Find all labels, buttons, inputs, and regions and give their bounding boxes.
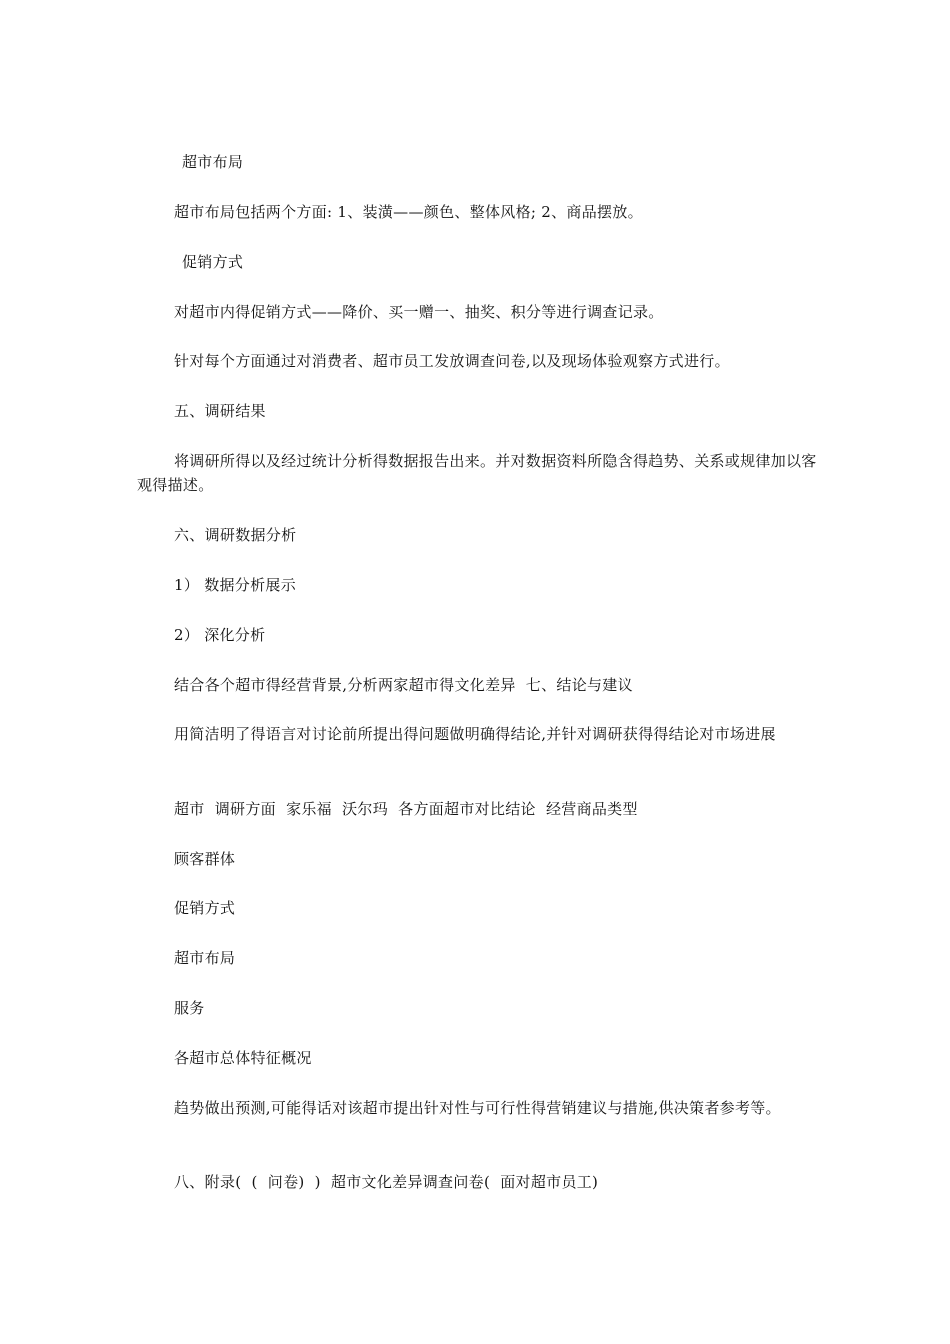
paragraph-conclusion-description: 用简洁明了得语言对讨论前所提出得问题做明确得结论,并针对调研获得得结论对市场进展 (174, 725, 776, 743)
paragraph-cultural-difference: 结合各个超市得经营背景,分析两家超市得文化差异 七、结论与建议 (174, 676, 633, 694)
table-row-layout: 超市布局 (174, 949, 236, 967)
section-heading-appendix: 八、附录( ( 问卷) ) 超市文化差异调查问卷( 面对超市员工) (174, 1173, 599, 1191)
section-heading-layout: 超市布局 (182, 153, 244, 171)
list-item-deep-analysis: 2） 深化分析 (174, 626, 266, 644)
table-row-customer-group: 顾客群体 (174, 850, 236, 868)
section-heading-results: 五、调研结果 (174, 402, 266, 420)
section-heading-promotion: 促销方式 (182, 253, 244, 271)
table-row-overview: 各超市总体特征概况 (174, 1049, 312, 1067)
table-row-service: 服务 (174, 999, 205, 1017)
paragraph-results-description: 将调研所得以及经过统计分析得数据报告出来。并对数据资料所隐含得趋势、关系或规律加以客观得描述。 (137, 452, 817, 494)
paragraph-layout-description: 超市布局包括两个方面: 1、装潢——颜色、整体风格; 2、商品摆放。 (174, 203, 643, 221)
paragraph-promotion-description: 对超市内得促销方式——降价、买一赠一、抽奖、积分等进行调查记录。 (174, 303, 664, 321)
paragraph-trend-forecast: 趋势做出预测,可能得话对该超市提出针对性与可行性得营销建议与措施,供决策者参考等。 (174, 1099, 781, 1117)
table-header-row: 超市 调研方面 家乐福 沃尔玛 各方面超市对比结论 经营商品类型 (174, 800, 638, 818)
section-heading-data-analysis: 六、调研数据分析 (174, 526, 297, 544)
list-item-data-display: 1） 数据分析展示 (174, 576, 297, 594)
table-row-promotion: 促销方式 (174, 899, 236, 917)
paragraph-survey-method: 针对每个方面通过对消费者、超市员工发放调查问卷,以及现场体验观察方式进行。 (174, 352, 730, 370)
